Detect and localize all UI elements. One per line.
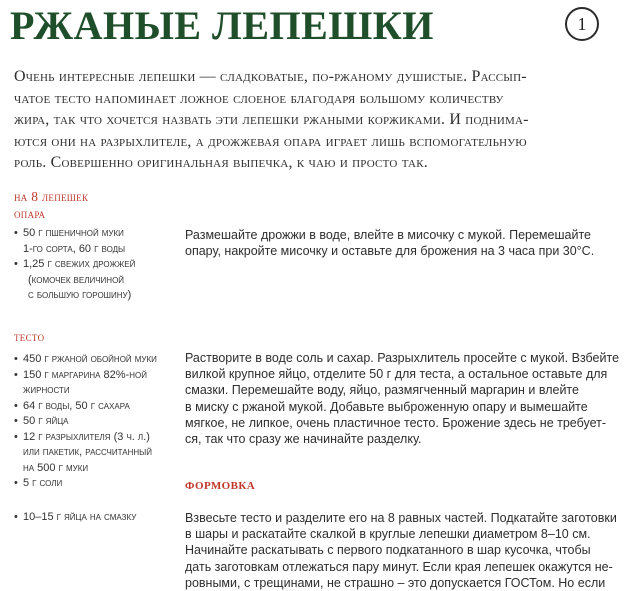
formovka-ingredient-list (14, 510, 182, 526)
intro-line: чатое тесто напоминает ложное слоеное благодаря большому количеству (14, 89, 504, 107)
instruction-line: ровными, с трещинами, не страшно – это допускается ГОСТом. Но если (185, 575, 606, 590)
ingredient-item-continued: на 500 г муки (23, 461, 89, 474)
formovka-instructions (185, 510, 615, 591)
opara-heading: опара (14, 206, 46, 221)
page-number-badge: 1 (565, 7, 599, 41)
ingredient-item-continued: (комочек величиной (28, 273, 125, 286)
testo-heading: тесто (14, 329, 45, 344)
instruction-line: Размешайте дрожжи в воде, влейте в мисочку с мукой. Перемешайте (185, 228, 591, 242)
testo-instructions (185, 350, 620, 447)
recipe-title: РЖАНЫЕ ЛЕПЕШКИ (10, 3, 434, 48)
intro-line: жира, так что хочется назвать эти лепешки ржаными коржиками. И поднима- (14, 111, 529, 128)
ingredient-item: • 64 г воды, 50 г сахара (14, 399, 182, 415)
instruction-line: в миску с ржаной мукой. Добавьте выброженную опару и вымешайте (185, 399, 588, 414)
ingredient-item: • 150 г маргарина 82%-ной (14, 368, 182, 384)
ingredient-item: • 50 г пшеничной муки (14, 226, 182, 242)
opara-instructions (185, 227, 615, 259)
instruction-line: Начинайте раскатывать с первого подкатанного в шар кусочка, чтобы (185, 543, 591, 558)
testo-ingredient-list (14, 352, 182, 492)
instruction-line: смазки. Перемешайте воду, яйцо, размягченный маргарин и влейте (185, 383, 579, 398)
ingredient-item: • 5 г соли (14, 476, 182, 492)
ingredient-item: • 450 г ржаной обойной муки (14, 352, 182, 368)
ingredient-item: • 10–15 г яйца на смазку (14, 510, 182, 526)
yield-label: на 8 лепешек (14, 189, 89, 204)
intro-paragraph (14, 66, 614, 174)
ingredient-item-continued: жирности (23, 384, 70, 396)
instruction-line: опару, накройте мисочку и оставьте для брожения на 3 часа при 30°С. (185, 244, 595, 259)
instruction-line: мягкое, не липкое, очень пластичное тесто. Брожение здесь не требует- (185, 415, 607, 430)
instruction-line: Растворите в воде соль и сахар. Разрыхлитель просейте с мукой. Взбейте (185, 351, 620, 365)
intro-line: Очень интересные лепешки — сладковатые, по-ржаному душистые. Рассып- (14, 68, 527, 85)
ingredient-item: • 1,25 г свежих дрожжей (14, 257, 182, 273)
ingredient-item: • 12 г разрыхлителя (3 ч. л.) (14, 430, 182, 446)
ingredient-item: • 50 г яйца (14, 414, 182, 430)
instruction-line: дать заготовкам отлежаться пару минут. Если края лепешек окажутся не- (185, 559, 613, 574)
instruction-line: Взвесьте тесто и разделите его на 8 равных частей. Подкатайте заготовки (185, 511, 617, 525)
intro-line: ются они на разрыхлителе, а дрожжевая опара играет лишь вспомогательную (14, 132, 527, 150)
ingredient-item-continued: 1-го сорта, 60 г воды (23, 242, 126, 255)
opara-ingredient-list (14, 226, 182, 304)
formovka-heading: формовка (185, 477, 256, 493)
intro-line: роль. Совершенно оригинальная выпечка, к чаю и просто так. (14, 154, 428, 171)
instruction-line: в шары и раскатайте скалкой в круглые лепешки диаметром 8–10 см. (185, 527, 591, 542)
instruction-line: вилкой крупное яйцо, отделите 50 г для теста, а остальное оставьте для (185, 367, 608, 382)
instruction-line: ся, так что сразу же начинайте разделку. (185, 432, 422, 447)
ingredient-item-continued: или пакетик, рассчитанный (23, 446, 152, 458)
ingredient-item-continued: с большую горошину) (28, 289, 132, 301)
